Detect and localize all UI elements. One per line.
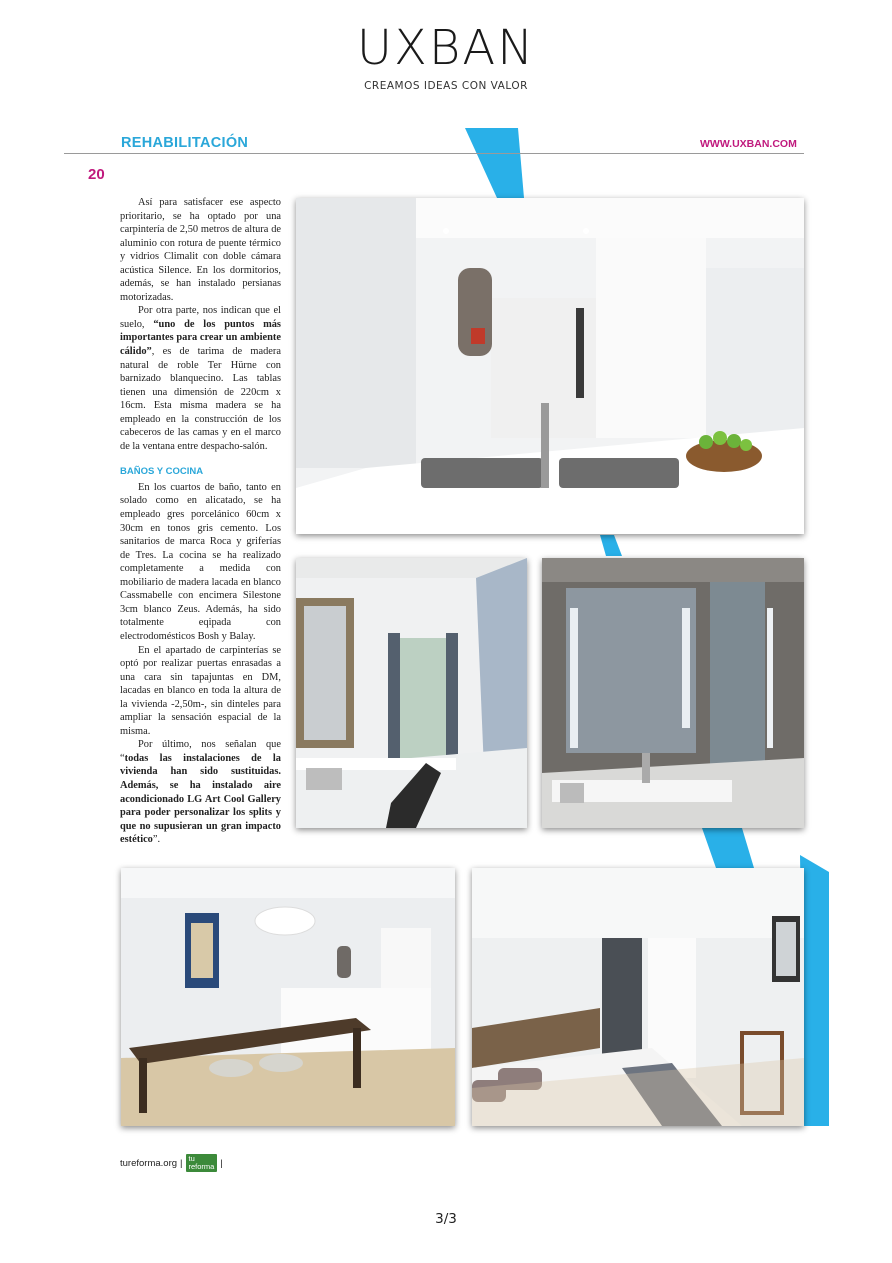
logo-line: tu: [188, 1154, 195, 1163]
brand-logo: UXBAN: [356, 20, 536, 76]
brand-tagline: CREAMOS IDEAS CON VALOR: [364, 80, 528, 92]
text-run: ”.: [152, 834, 161, 846]
article-body: [120, 196, 281, 847]
article-paragraph: [120, 304, 281, 453]
website-link[interactable]: WWW.UXBAN.COM: [700, 138, 797, 150]
kitchen-photo: [296, 198, 804, 534]
footer-site[interactable]: tureforma.org: [120, 1157, 178, 1169]
logo-line: reforma: [188, 1162, 215, 1171]
text-run: , es de tarima de madera natural de roble Ter Hürne con barnizado blanquecino. Las tablas tienen una dimensión de 220cm x 16cm. Esta misma madera se ha empleado en la construcción de los cabeceros de las camas y en el marco de la ventana entre despacho-salón.: [120, 346, 281, 452]
text-run: Por otra parte, nos indican que el suelo,: [120, 305, 281, 330]
page-indicator: 3/3: [435, 1211, 457, 1227]
page-number: 20: [88, 166, 105, 183]
bold-quote: “uno de los puntos más importantes para crear un ambiente cálido”: [120, 318, 281, 358]
header-divider: [64, 153, 804, 154]
study-photo: [296, 558, 527, 828]
bathroom-photo: [542, 558, 804, 828]
article-paragraph: En los cuartos de baño, tanto en solado como en alicatado, se ha empleado gres porcelánico 60cm x 30cm en tonos gris cemento. Los sanitarios de marca Roca y griferías de Tres. La cocina se ha realizado completamente a medida con mobiliario de madera lacada en blanco Cassmabelle con encimera Silestone 3cm blanco Zeus. Además, ha sido totalmente eqipada con electrodomésticos Bosh y Balay.: [120, 481, 281, 642]
divider: |: [180, 1157, 183, 1169]
dining-photo: [121, 868, 455, 1126]
article-paragraph: En el apartado de carpinterías se optó por realizar puertas enrasadas a una cara sin tapajuntas en DM, lacadas en blanco en toda la altura de la vivienda -2,50m-, sin dinteles para ampliar la sensación espacial de la misma.: [120, 644, 281, 737]
text-run: Por último, nos señalan que “: [120, 739, 281, 764]
divider: |: [220, 1157, 223, 1169]
footer-brand: [120, 1154, 223, 1172]
article-paragraph: [120, 738, 281, 846]
article-paragraph: Así para satisfacer ese aspecto prioritario, se ha optado por una carpintería de 2,50 metros de altura de aluminio con rotura de puente térmico y vidrios Climalit con doble cámara acústica Silence. En los dormitorios, además, se han instalado persianas motorizadas.: [120, 197, 281, 303]
section-title: REHABILITACIÓN: [121, 135, 249, 151]
bold-quote: todas las instalaciones de la vivienda han sido sustituidas. Además, se ha instalado aire acondicionado LG Art Cool Gallery para poder personalizar los splits y que no supusieran un gran impacto estético: [120, 752, 281, 846]
bedroom-photo: [472, 868, 804, 1126]
article-subheading: BAÑOS Y COCINA: [120, 466, 204, 478]
tureforma-logo: [186, 1154, 218, 1172]
